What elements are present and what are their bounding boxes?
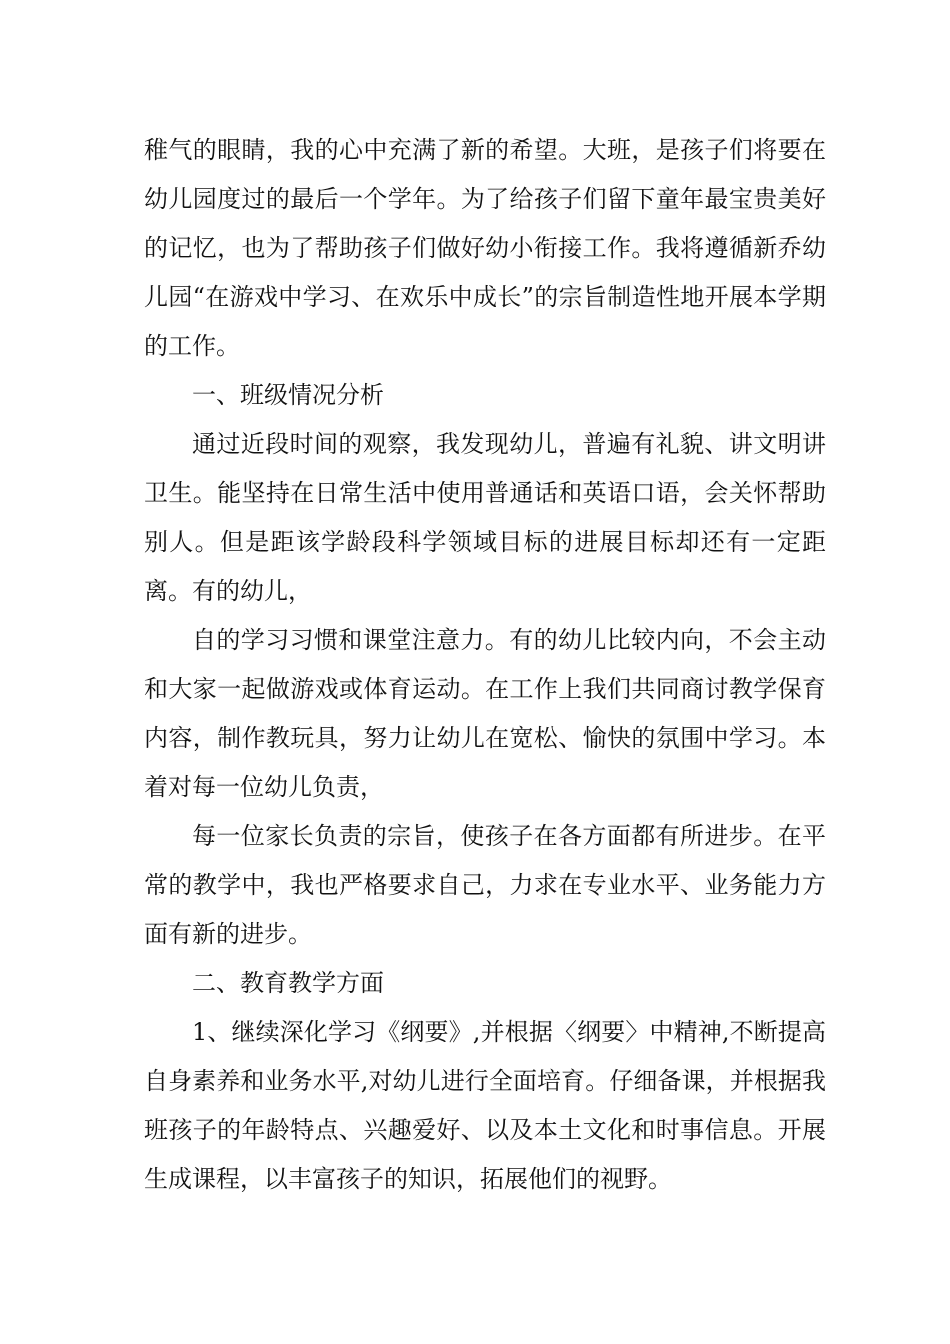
document-body: [144, 126, 826, 1204]
paragraph-curriculum-study: 1、继续深化学习《纲要》,并根据〈纲要〉中精神,不断提高自身素养和业务水平,对幼儿进行全面培育。仔细备课，并根据我班孩子的年龄特点、兴趣爱好、以及本土文化和时事信息。开展生成课程，以丰富孩子的知识，拓展他们的视野。: [144, 1018, 826, 1193]
paragraph-parent-responsibility: 每一位家长负责的宗旨，使孩子在各方面都有所进步。在平常的教学中，我也严格要求自己，力求在专业水平、业务能力方面有新的进步。: [144, 822, 826, 948]
paragraph-learning-habits: 自的学习习惯和课堂注意力。有的幼儿比较内向，不会主动和大家一起做游戏或体育运动。在工作上我们共同商讨教学保育内容，制作教玩具，努力让幼儿在宽松、愉快的氛围中学习。本着对每一位幼儿负责，: [144, 626, 826, 801]
paragraph-observation: 通过近段时间的观察，我发现幼儿，普遍有礼貌、讲文明讲卫生。能坚持在日常生活中使用普通话和英语口语，会关怀帮助别人。但是距该学龄段科学领域目标的进展目标却还有一定距离。有的幼儿，: [144, 430, 826, 605]
section-heading-class-analysis: 一、班级情况分析: [192, 381, 384, 409]
paragraph-continuation: 稚气的眼睛，我的心中充满了新的希望。大班，是孩子们将要在幼儿园度过的最后一个学年。为了给孩子们留下童年最宝贵美好的记忆，也为了帮助孩子们做好幼小衔接工作。我将遵循新乔幼儿园“在游戏中学习、在欢乐中成长”的宗旨制造性地开展本学期的工作。: [144, 136, 826, 360]
section-heading-education-teaching: 二、教育教学方面: [192, 969, 384, 997]
